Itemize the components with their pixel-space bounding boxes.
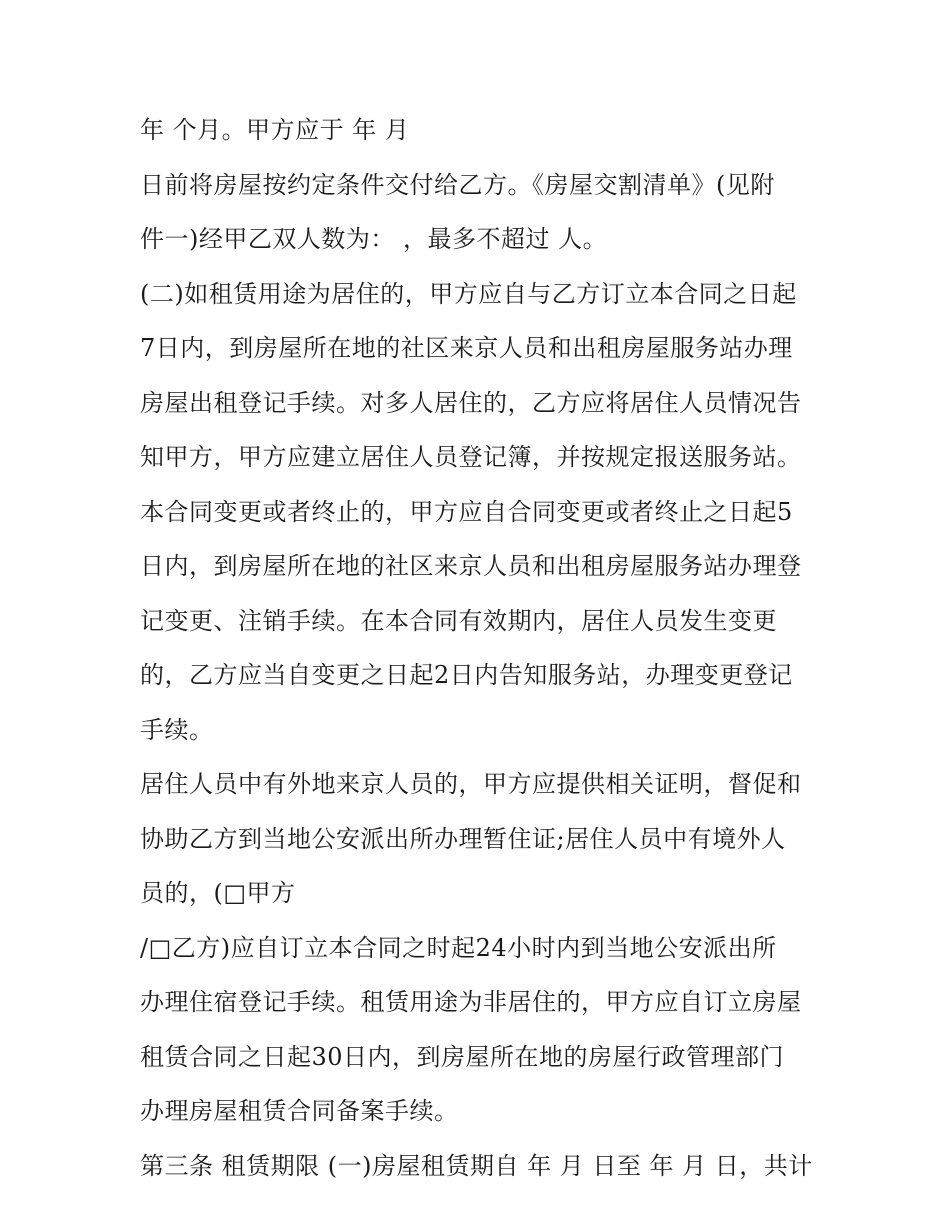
text-line: (二)如租赁用途为居住的，甲方应自与乙方订立本合同之日起 [140, 279, 797, 308]
text-line: 房屋出租登记手续。对多人居住的，乙方应将居住人员情况告 [140, 388, 802, 417]
text-line: 办理房屋租赁合同备案手续。 [140, 1097, 459, 1125]
text-line: 日内，到房屋所在地的社区来京人员和出租房屋服务站办理登 [140, 552, 802, 580]
text-line: 的，乙方应当自变更之日起2日内告知服务站，办理变更登记 [140, 661, 793, 689]
text-line: 日前将房屋按约定条件交付给乙方。《房屋交割清单》(见附 [140, 170, 775, 199]
text-line: 7日内，到房屋所在地的社区来京人员和出租房屋服务站办理 [140, 334, 793, 362]
text-line: 知甲方，甲方应建立居住人员登记簿，并按规定报送服务站。 [140, 443, 802, 471]
text-line: 员的，(□甲方 [140, 879, 296, 907]
text-line: 记变更、注销手续。在本合同有效期内，居住人员发生变更 [140, 606, 777, 635]
text-line: /□乙方)应自订立本合同之时起24小时内到当地公安派出所 [140, 933, 777, 962]
text-line: 第三条 租赁期限 (一)房屋租赁期自 年 月 日至 年 月 日，共计 [140, 1151, 813, 1180]
text-line: 件一)经甲乙双人数为： ，最多不超过 人。 [140, 225, 608, 253]
text-line: 租赁合同之日起30日内，到房屋所在地的房屋行政管理部门 [140, 1042, 785, 1071]
text-line: 居住人员中有外地来京人员的，甲方应提供相关证明，督促和 [140, 770, 802, 798]
text-line: 办理住宿登记手续。租赁用途为非居住的，甲方应自订立房屋 [140, 988, 802, 1016]
text-line: 协助乙方到当地公安派出所办理暂住证;居住人员中有境外人 [140, 824, 786, 853]
text-line: 年 个月。甲方应于 年 月 [140, 116, 410, 144]
text-line: 本合同变更或者终止的，甲方应自合同变更或者终止之日起5 [140, 497, 793, 526]
contract-text [140, 110, 830, 1200]
text-line: 手续。 [140, 715, 214, 744]
